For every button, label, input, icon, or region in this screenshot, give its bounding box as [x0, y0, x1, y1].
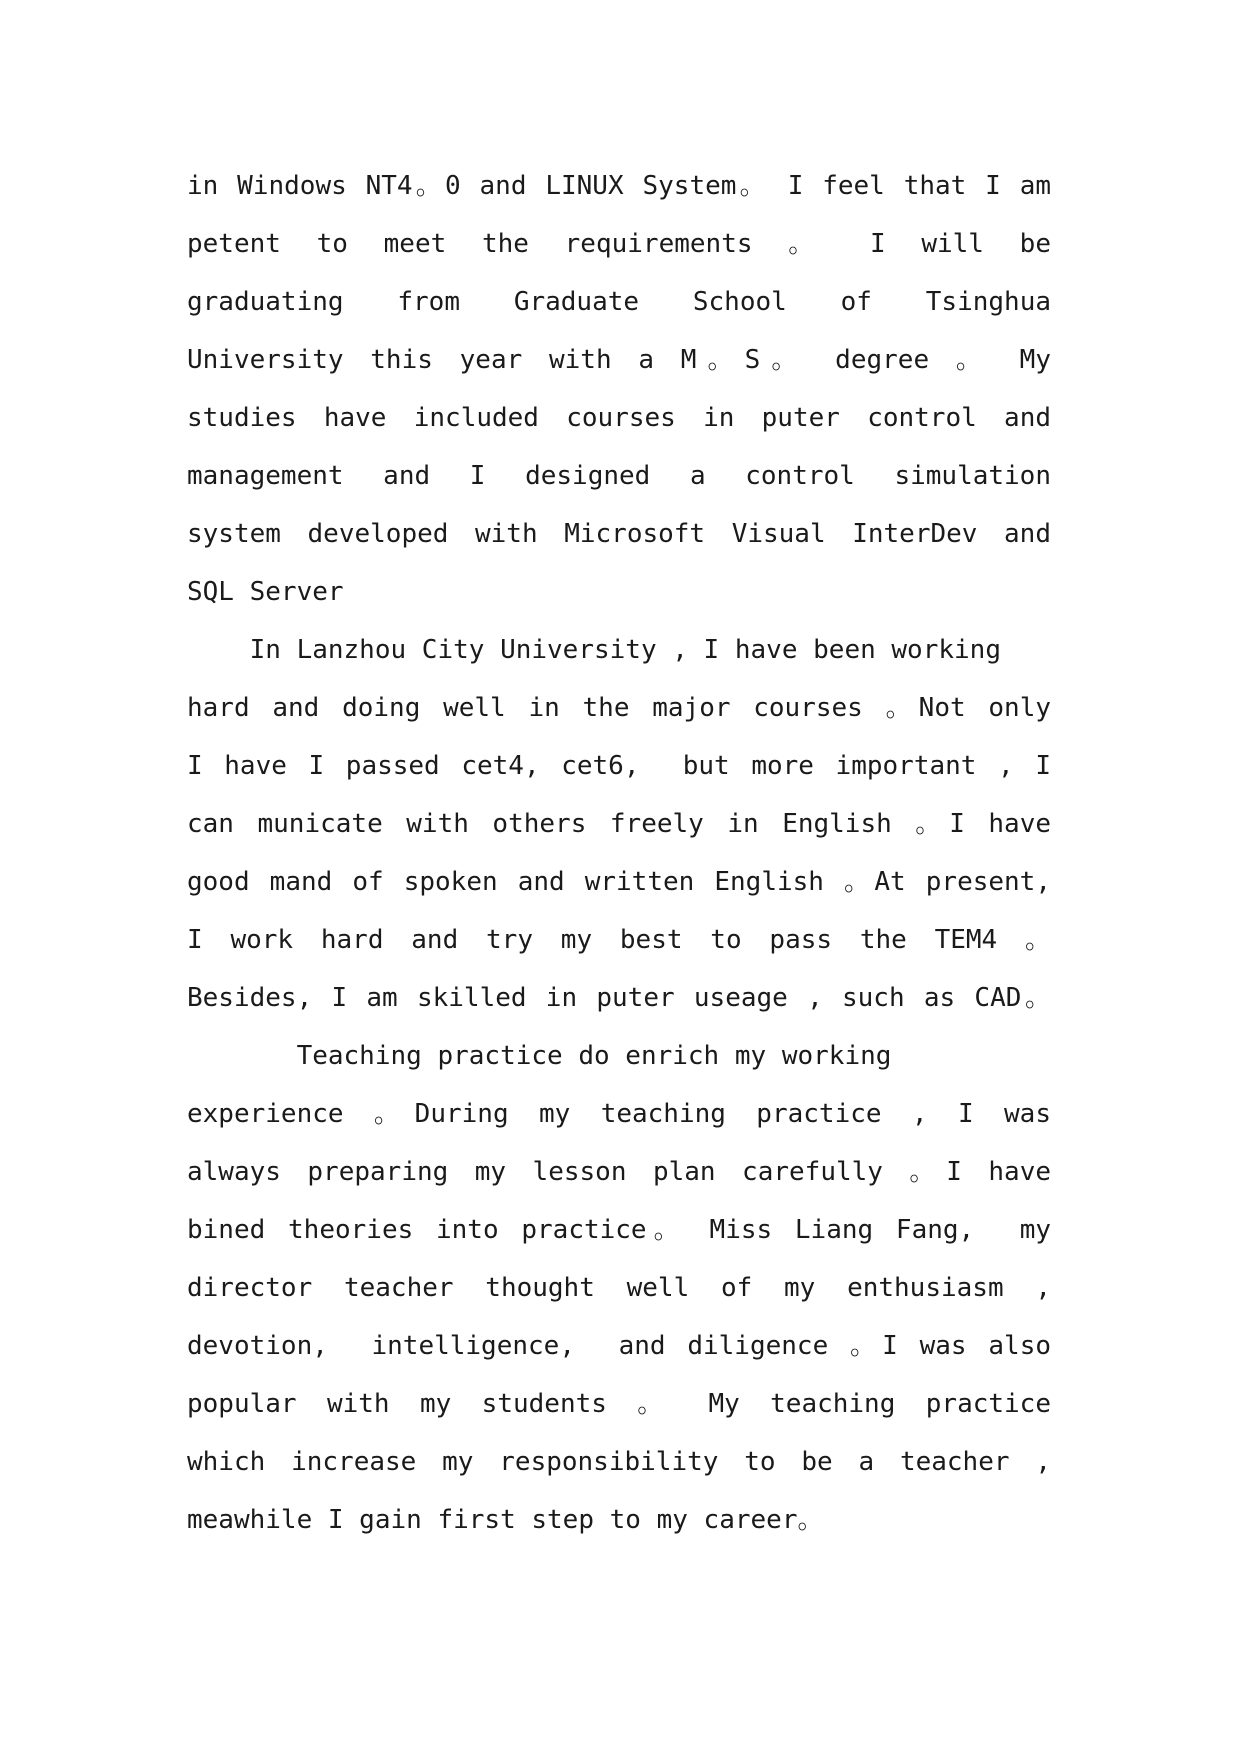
text-line: University this year with a M。S。 degree 。 My	[187, 345, 1051, 375]
text-line: popular with my students 。 My teaching practice	[187, 1389, 1051, 1419]
text-line: I work hard and try my best to pass the TEM4 。	[187, 925, 1051, 955]
text-line: Teaching practice do enrich my working	[187, 1041, 892, 1071]
text-line: hard and doing well in the major courses 。Not only	[187, 693, 1051, 723]
text-line: studies have included courses in puter control and	[187, 403, 1051, 433]
text-line: devotion, intelligence, and diligence 。I was also	[187, 1331, 1051, 1361]
text-line: bined theories into practice。 Miss Liang Fang, my	[187, 1215, 1051, 1245]
text-line: I have I passed cet4, cet6, but more important , I	[187, 751, 1051, 781]
text-line: In Lanzhou City University , I have been working	[187, 635, 1001, 665]
text-line: Besides, I am skilled in puter useage , such as CAD。	[187, 983, 1051, 1013]
text-line: director teacher thought well of my enthusiasm ,	[187, 1273, 1051, 1303]
text-line: experience 。During my teaching practice , I was	[187, 1099, 1051, 1129]
text-line: can municate with others freely in English 。I have	[187, 809, 1051, 839]
text-line: good mand of spoken and written English 。At present,	[187, 867, 1051, 897]
body-text	[187, 157, 1051, 1549]
text-line: graduating from Graduate School of Tsinghua	[187, 287, 1051, 317]
text-line: which increase my responsibility to be a teacher ,	[187, 1447, 1051, 1477]
text-line: always preparing my lesson plan carefully 。I have	[187, 1157, 1051, 1187]
text-line: system developed with Microsoft Visual InterDev and	[187, 519, 1051, 549]
text-line: in Windows NT4。0 and LINUX System。 I feel that I am	[187, 171, 1051, 201]
text-line: management and I designed a control simulation	[187, 461, 1051, 491]
text-line: SQL Server	[187, 577, 344, 607]
text-line: petent to meet the requirements 。 I will be	[187, 229, 1051, 259]
text-line: meawhile I gain first step to my career。	[187, 1505, 824, 1535]
